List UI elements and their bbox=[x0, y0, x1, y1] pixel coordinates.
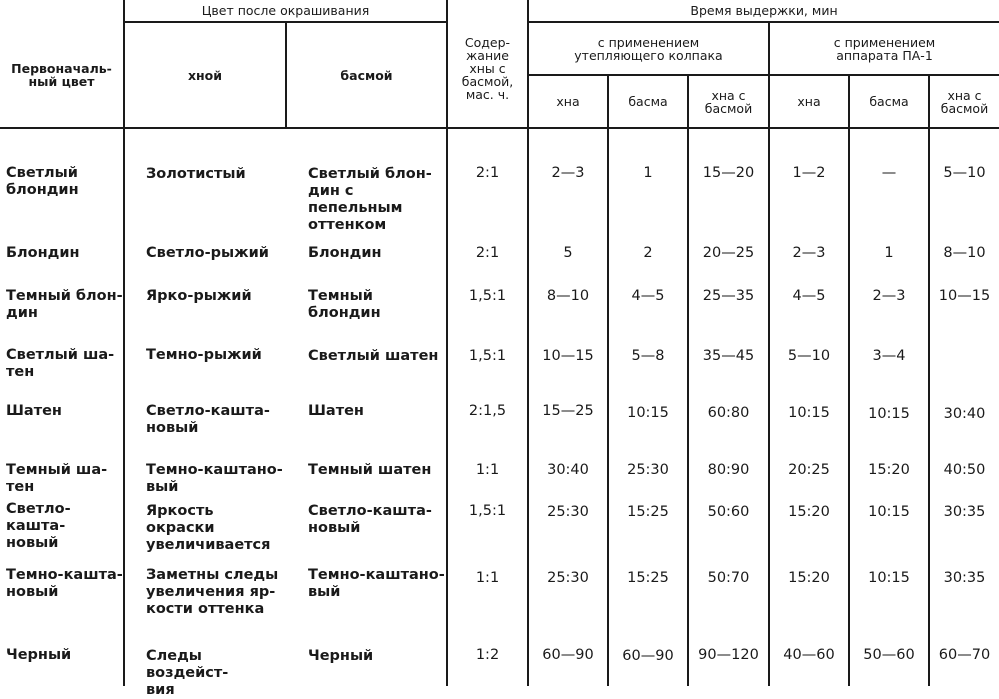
cell-pa-mix: 30:35 bbox=[943, 504, 986, 520]
cell-pa-mix: 30:40 bbox=[943, 406, 986, 422]
cell-cap-basma: 1 bbox=[643, 165, 653, 181]
cell-pa-mix: 10—15 bbox=[938, 288, 991, 304]
cell-henna: Ярко-рыжий bbox=[146, 288, 252, 304]
subheader-basma: басма bbox=[869, 94, 909, 109]
cell-pa-mix: 40:50 bbox=[943, 462, 986, 478]
cell-ratio: 1:1 bbox=[475, 462, 500, 478]
header-group-pa1: с применением аппарата ПА-1 bbox=[833, 34, 936, 63]
header-basma: басмой bbox=[340, 67, 393, 83]
cell-henna: Золотистый bbox=[146, 166, 246, 182]
cell-original: Блондин bbox=[6, 245, 80, 261]
cell-cap-basma: 15:25 bbox=[627, 504, 669, 520]
cell-basma: Шатен bbox=[308, 403, 364, 419]
cell-pa-henna: 20:25 bbox=[788, 462, 830, 478]
cell-original: Светло-кашта- новый bbox=[6, 501, 71, 551]
cell-henna: Светло-кашта- новый bbox=[146, 403, 270, 436]
cell-cap-mix: 25—35 bbox=[702, 288, 755, 304]
subheader-henna: хна bbox=[797, 94, 821, 109]
cell-pa-henna: 15:20 bbox=[788, 504, 830, 520]
cell-cap-basma: 25:30 bbox=[627, 462, 669, 478]
header-time: Время выдержки, мин bbox=[690, 3, 838, 18]
cell-basma: Темный шатен bbox=[308, 462, 432, 478]
cell-cap-henna: 60—90 bbox=[542, 647, 594, 663]
cell-cap-henna: 5 bbox=[563, 245, 573, 261]
cell-pa-basma: 3—4 bbox=[872, 348, 906, 364]
cell-ratio: 1:1 bbox=[475, 570, 500, 586]
cell-original: Светлый ша- тен bbox=[6, 347, 115, 380]
cell-cap-mix: 15—20 bbox=[702, 165, 755, 181]
cell-basma: Светлый блон- дин с пепельным оттенком bbox=[308, 166, 432, 233]
cell-pa-henna: 10:15 bbox=[788, 405, 830, 421]
cell-original: Темный блон- дин bbox=[6, 288, 123, 321]
cell-cap-basma: 4—5 bbox=[631, 288, 665, 304]
cell-ratio: 2:1,5 bbox=[468, 403, 507, 419]
cell-cap-henna: 25:30 bbox=[547, 504, 589, 520]
cell-cap-mix: 20—25 bbox=[702, 245, 755, 261]
cell-pa-mix: 5—10 bbox=[943, 165, 986, 181]
cell-pa-basma: 50—60 bbox=[863, 647, 915, 663]
cell-cap-mix: 50:70 bbox=[707, 570, 750, 586]
cell-cap-basma: 60—90 bbox=[622, 648, 674, 664]
cell-basma: Темно-каштано- вый bbox=[308, 567, 445, 600]
cell-pa-basma: 15:20 bbox=[868, 462, 910, 478]
cell-basma: Блондин bbox=[308, 245, 382, 261]
cell-cap-mix: 80:90 bbox=[707, 462, 750, 478]
cell-pa-basma: 10:15 bbox=[868, 504, 910, 520]
cell-original: Светлый блондин bbox=[6, 165, 79, 198]
cell-cap-henna: 8—10 bbox=[546, 288, 590, 304]
cell-pa-henna: 15:20 bbox=[788, 570, 830, 586]
cell-ratio: 1:2 bbox=[475, 647, 500, 663]
cell-basma: Светло-кашта- новый bbox=[308, 503, 432, 536]
cell-pa-mix: 8—10 bbox=[943, 245, 986, 261]
cell-ratio: 2:1 bbox=[475, 245, 500, 261]
cell-pa-henna: 40—60 bbox=[783, 647, 835, 663]
cell-pa-mix: 30:35 bbox=[943, 570, 986, 586]
cell-henna: Темно-рыжий bbox=[146, 347, 262, 363]
cell-original: Шатен bbox=[6, 403, 62, 419]
subheader-henna: хна bbox=[556, 94, 580, 109]
cell-cap-mix: 50:60 bbox=[707, 504, 750, 520]
cell-pa-basma: 2—3 bbox=[872, 288, 906, 304]
cell-pa-basma: 10:15 bbox=[868, 406, 910, 422]
cell-pa-henna: 1—2 bbox=[792, 165, 826, 181]
cell-original: Темно-кашта- новый bbox=[6, 567, 123, 600]
table-border bbox=[0, 127, 999, 129]
cell-basma: Темный блондин bbox=[308, 288, 381, 321]
cell-ratio: 2:1 bbox=[475, 165, 500, 181]
cell-pa-basma: 1 bbox=[884, 245, 894, 261]
cell-basma: Черный bbox=[308, 648, 374, 664]
cell-pa-henna: 2—3 bbox=[792, 245, 826, 261]
cell-pa-basma: — bbox=[881, 165, 897, 181]
subheader-mix: хна с басмой bbox=[940, 87, 989, 116]
cell-cap-mix: 60:80 bbox=[707, 405, 750, 421]
cell-original: Черный bbox=[6, 647, 72, 663]
subheader-basma: басма bbox=[628, 94, 668, 109]
cell-cap-basma: 5—8 bbox=[631, 348, 665, 364]
cell-cap-henna: 25:30 bbox=[547, 570, 589, 586]
cell-cap-henna: 30:40 bbox=[547, 462, 589, 478]
cell-ratio: 1,5:1 bbox=[468, 288, 507, 304]
header-group-cap: с применением утепляющего колпака bbox=[574, 34, 723, 63]
cell-original: Темный ша- тен bbox=[6, 462, 108, 495]
cell-cap-basma: 2 bbox=[643, 245, 653, 261]
cell-henna: Темно-каштано- вый bbox=[146, 462, 283, 495]
cell-cap-henna: 2—3 bbox=[551, 165, 585, 181]
cell-pa-henna: 5—10 bbox=[787, 348, 831, 364]
cell-cap-henna: 10—15 bbox=[542, 348, 594, 364]
subheader-mix: хна с басмой bbox=[704, 87, 753, 116]
cell-cap-basma: 15:25 bbox=[627, 570, 669, 586]
cell-ratio: 1,5:1 bbox=[468, 348, 507, 364]
header-content: Содер- жание хны с басмой, мас. ч. bbox=[461, 35, 514, 102]
header-original-color: Первоначаль- ный цвет bbox=[11, 61, 112, 89]
cell-cap-henna: 15—25 bbox=[542, 403, 594, 419]
cell-henna: Следы воздейст- вия bbox=[146, 648, 229, 698]
cell-basma: Светлый шатен bbox=[308, 348, 439, 364]
cell-cap-mix: 35—45 bbox=[702, 348, 755, 364]
cell-pa-henna: 4—5 bbox=[792, 288, 826, 304]
cell-pa-basma: 10:15 bbox=[868, 570, 910, 586]
cell-cap-basma: 10:15 bbox=[627, 405, 669, 421]
cell-ratio: 1,5:1 bbox=[468, 503, 507, 519]
header-henna: хной bbox=[187, 67, 223, 83]
cell-pa-mix: 60—70 bbox=[938, 647, 991, 663]
cell-cap-mix: 90—120 bbox=[698, 647, 759, 663]
cell-henna: Светло-рыжий bbox=[146, 245, 269, 261]
cell-henna: Яркость окраски увеличивается bbox=[146, 503, 271, 553]
header-color-after: Цвет после окрашивания bbox=[201, 3, 370, 18]
cell-henna: Заметны следы увеличения яр- кости оттенка bbox=[146, 567, 279, 617]
